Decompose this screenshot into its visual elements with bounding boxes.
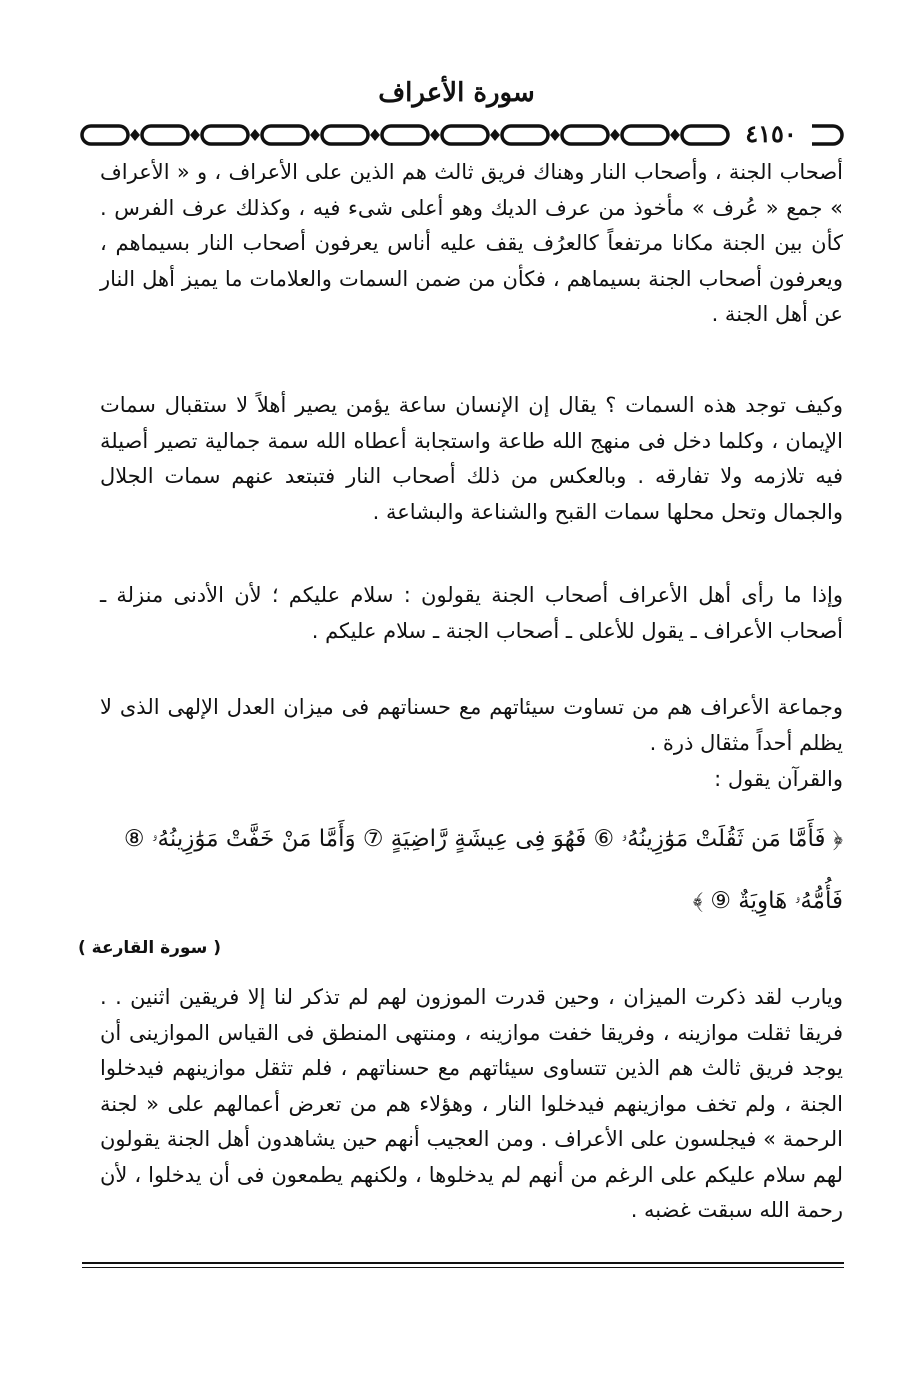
paragraph-3: وإذا ما رأى أهل الأعراف أصحاب الجنة يقولون : سلام عليكم ؛ لأن الأدنى منزلة ـ أصحاب الأعراف ـ يقول للأعلى ـ أصحاب الجنة ـ سلام عليكم .	[100, 583, 843, 643]
quran-verse: ﴿ فَأَمَّا مَن ثَقُلَتْ مَوَٰزِينُهُۥ ⑥ فَهُوَ فِى عِيشَةٍ رَّاضِيَةٍ ⑦ وَأَمَّا مَنْ خَفَّتْ مَوَٰزِينُهُۥ ⑧ فَأُمُّهُۥ هَاوِيَةٌ ⑨ ﴾	[123, 826, 843, 914]
footer-rule	[82, 1262, 844, 1264]
quran-intro: والقرآن يقول :	[714, 767, 843, 791]
footer-rule-thin	[82, 1267, 844, 1268]
paragraph-2: وكيف توجد هذه السمات ؟ يقال إن الإنسان ساعة يؤمن يصير أهلاً لا ستقبال سمات الإيمان ، وكلما دخل فى منهج الله طاعة واستجابة أعطاه الله سمة جمالية تصير أصيلة فيه تلازمه ولا تفارقه . وبالعكس من ذلك أصحاب النار فتبتعد عنهم سمات الجلال والجمال وتحل محلها سمات القبح والشناعة والبشاعة .	[100, 393, 843, 524]
surah-title: سورة الأعراف	[378, 78, 535, 108]
paragraph-6: ويارب لقد ذكرت الميزان ، وحين قدرت الموزون لهم لم تذكر لنا إلا فريقين اثنين . . فريقا ثقلت موازينه ، وفريقا خفت موازينه ، ومنتهى المنطق فى القياس الموازينى أن يوجد فريق ثالث هم الذين تتساوى سيئاتهم مع حسناتهم ، فلم تثقل موازينهم فيدخلوا الجنة ، ولم تخف موازينهم فيدخلوا النار ، وهؤلاء هم من تعرض أعمالهم على « لجنة الرحمة » فيجلسون على الأعراف . ومن العجيب أنهم حين يشاهدون أهل الجنة يقولون لهم سلام عليكم على الرغم من أنهم لم يدخلوها ، ولكنهم يطمعون فى أن يدخلوا ، لأن رحمة الله سبقت غضبه .	[100, 985, 843, 1222]
paragraph-1: أصحاب الجنة ، وأصحاب النار وهناك فريق ثالث هم الذين على الأعراف ، و « الأعراف » جمع « عُرف » مأخوذ من عرف الديك وهو أعلى شىء فيه ، وكذلك عرف الفرس . كأن بين الجنة مكانا مرتفعاً كالعرُف يقف عليه أناس يعرفون أصحاب النار بسيماهم ، ويعرفون أصحاب الجنة بسيماهم ، فكأن من ضمن السمات والعلامات ما يميز أهل النار عن أهل الجنة .	[100, 160, 843, 326]
verse-reference: ( سورة القارعة )	[77, 938, 221, 958]
page-number: ٤١٥٠	[730, 118, 812, 150]
paragraph-4: وجماعة الأعراف هم من تساوت سيئاتهم مع حسناتهم فى ميزان العدل الإلهى الذى لا يظلم أحداً مثقال ذرة .	[100, 695, 843, 755]
